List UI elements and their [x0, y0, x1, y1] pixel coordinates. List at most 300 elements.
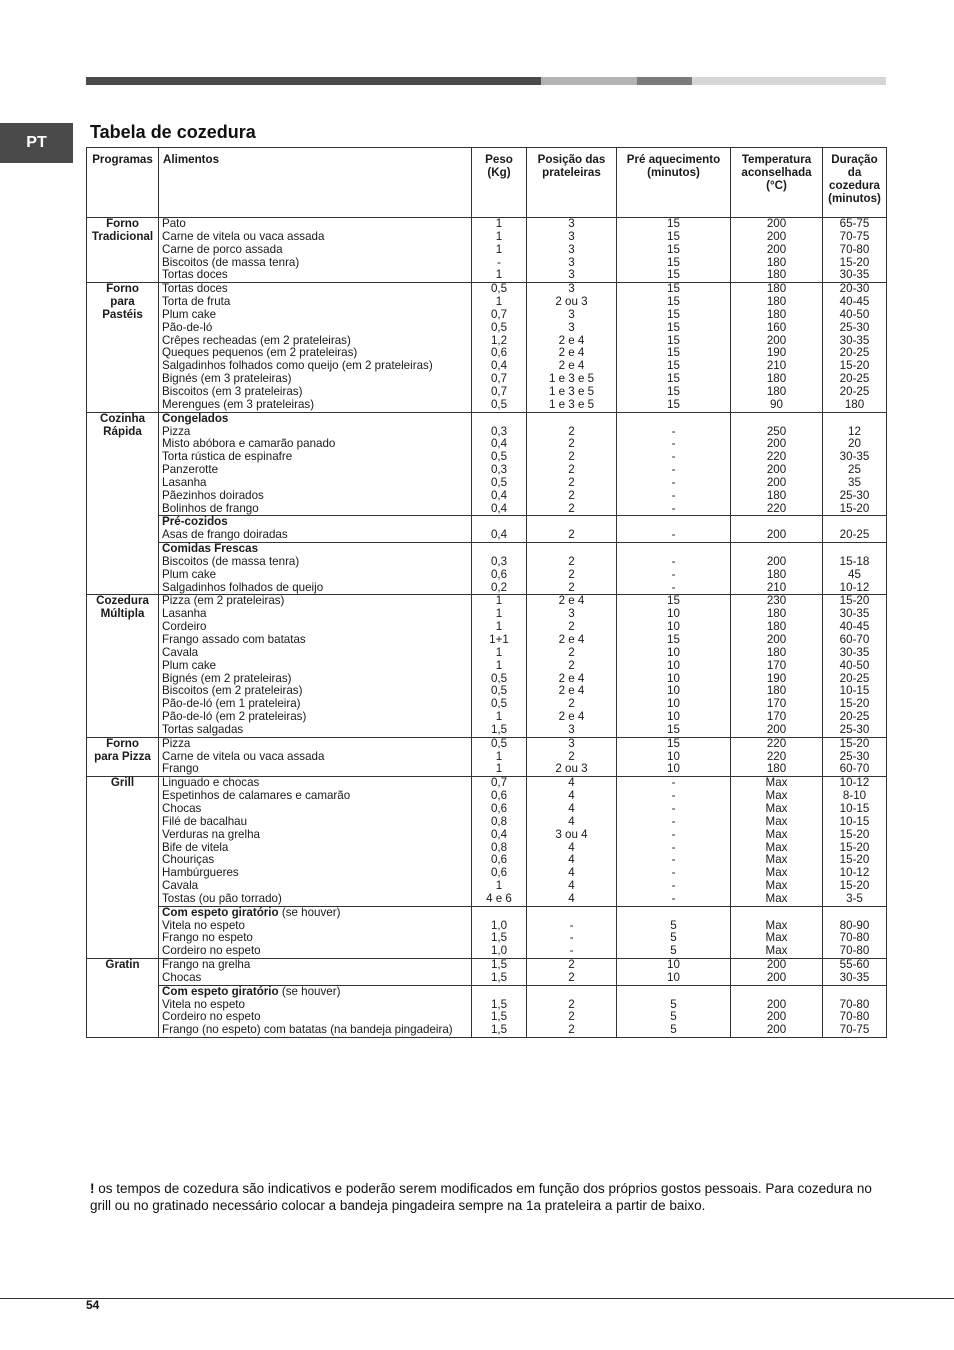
preheat-value: 10	[667, 698, 680, 711]
shelf-value: 2	[568, 621, 575, 634]
shelf-value: 2	[568, 959, 575, 972]
food-cell	[159, 516, 472, 543]
duration-value: 20-25	[839, 711, 870, 724]
duration-value: 25-30	[839, 321, 870, 334]
temperature-value: Max	[765, 892, 788, 905]
shelf-value: 2 e 4	[558, 595, 585, 608]
shelf-value: 2 e 4	[558, 685, 585, 698]
preheat-value: -	[671, 892, 676, 905]
temperature-value: 200	[766, 464, 787, 477]
food-line: Frango	[162, 763, 199, 776]
shelf-value: 2	[568, 971, 575, 984]
weight-cell	[472, 412, 527, 516]
duration-value: 15-20	[839, 880, 870, 893]
weight-value: 1	[495, 659, 503, 672]
header-preaquecimento	[617, 148, 731, 218]
shelf-cell	[527, 959, 617, 986]
duration-value: 20-25	[839, 385, 870, 398]
weight-value: 1,5	[490, 998, 508, 1011]
duration-value: 10-15	[839, 815, 870, 828]
duration-value: 8-10	[842, 790, 867, 803]
spacer-line	[734, 986, 819, 999]
program-cell	[87, 777, 159, 959]
spacer-line	[734, 413, 819, 426]
spacer-line	[475, 907, 523, 920]
food-line: Bife de vitela	[162, 841, 229, 854]
shelf-value: 4	[568, 854, 575, 867]
food-cell	[159, 985, 472, 1037]
preheat-cell	[617, 516, 731, 543]
header-duracao	[823, 148, 887, 218]
temperature-value: 180	[766, 283, 787, 296]
food-line: Tortas salgadas	[162, 723, 244, 736]
temperature-value: 200	[766, 476, 787, 489]
header-line: Temperatura	[741, 154, 812, 166]
duration-value: 60-70	[839, 763, 870, 776]
food-line: Bignés (em 2 prateleiras)	[162, 672, 292, 685]
duration-value: 70-75	[839, 1024, 870, 1037]
duration-value: 25-30	[839, 723, 870, 736]
weight-value: 1	[495, 595, 503, 608]
temperature-value: 210	[766, 581, 787, 594]
spacer-line	[530, 516, 613, 529]
page-number: 54	[86, 1298, 100, 1312]
weight-cell	[472, 543, 527, 595]
preheat-value: 15	[667, 334, 680, 347]
program-name-line: Forno	[106, 218, 139, 230]
duration-value: 70-80	[839, 945, 870, 958]
shelf-value: 2	[568, 998, 575, 1011]
shelf-value: 2	[568, 646, 575, 659]
preheat-value: -	[671, 568, 676, 581]
weight-value: -	[497, 256, 501, 269]
header-line: (Kg)	[487, 166, 511, 179]
spacer-line	[620, 413, 727, 426]
table-row	[87, 412, 887, 516]
preheat-value: 15	[667, 230, 680, 243]
duration-value: 70-80	[839, 932, 870, 945]
shelf-value: 3	[568, 608, 575, 621]
weight-value: 0,6	[490, 867, 508, 880]
food-cell	[159, 595, 472, 737]
weight-value: 1	[495, 621, 503, 634]
weight-value: 1,0	[490, 919, 508, 932]
weight-value: 0,7	[490, 373, 508, 386]
temperature-value: 200	[766, 634, 787, 646]
temperature-value: 180	[766, 489, 787, 502]
time-cell	[823, 985, 887, 1037]
program-cell	[87, 737, 159, 777]
weight-cell	[472, 516, 527, 543]
program-name-line: Forno	[106, 283, 139, 296]
duration-value: 10-15	[839, 685, 870, 698]
header-line: (minutos)	[647, 166, 700, 179]
temperature-value: 200	[766, 1011, 787, 1024]
preheat-value: -	[671, 777, 676, 790]
duration-value: 10-12	[839, 777, 870, 790]
spacer-line	[620, 986, 727, 999]
food-line: Pizza	[162, 737, 191, 750]
preheat-value: 15	[667, 347, 680, 360]
weight-value: 1,5	[490, 723, 508, 736]
program-cell	[87, 959, 159, 1038]
duration-value: 15-20	[839, 595, 870, 608]
program-name-line: para	[110, 296, 135, 309]
preheat-value: -	[671, 815, 676, 828]
duration-value: 12	[848, 425, 861, 438]
duration-value: 180	[844, 398, 865, 411]
shelf-value: 2 e 4	[558, 360, 585, 373]
food-line: Plum cake	[162, 568, 217, 581]
temperature-value: Max	[765, 828, 788, 841]
weight-value: 0,4	[490, 438, 508, 451]
preheat-value: 15	[667, 218, 680, 230]
preheat-value: 10	[667, 672, 680, 685]
weight-value: 0,4	[490, 502, 508, 515]
shelf-value: 3	[568, 723, 575, 736]
preheat-value: 15	[667, 256, 680, 269]
duration-value: 25-30	[839, 750, 870, 763]
spacer-line	[620, 516, 727, 529]
food-cell	[159, 412, 472, 516]
duration-value: 15-20	[839, 828, 870, 841]
food-line: Cordeiro	[162, 621, 207, 634]
food-line: Tortas doces	[162, 283, 228, 296]
temperature-value: 200	[766, 555, 787, 568]
temperature-value: 200	[766, 1024, 787, 1037]
weight-value: 1,0	[490, 945, 508, 958]
temperature-value: Max	[765, 932, 788, 945]
preheat-value: 10	[667, 971, 680, 984]
weight-value: 0,5	[490, 451, 508, 464]
food-line: Tostas (ou pão torrado)	[162, 892, 282, 905]
duration-value: 15-20	[839, 360, 870, 373]
shelf-value: 4	[568, 841, 575, 854]
preheat-value: 15	[667, 634, 680, 646]
food-line: Crêpes recheadas (em 2 prateleiras)	[162, 334, 351, 347]
duration-value: 45	[848, 568, 861, 581]
header-alimentos: Alimentos	[159, 148, 472, 218]
temperature-value: 180	[766, 296, 787, 309]
weight-value: 1,5	[490, 1024, 508, 1037]
shelf-value: -	[569, 932, 574, 945]
program-name-line: Múltipla	[100, 608, 145, 621]
temperature-value: 220	[766, 750, 787, 763]
duration-value: 20-25	[839, 529, 870, 542]
preheat-value: 15	[667, 308, 680, 321]
language-tab: PT	[0, 123, 73, 163]
spacer-line	[826, 543, 883, 556]
weight-value: 1	[495, 230, 503, 243]
preheat-cell	[617, 906, 731, 958]
preheat-cell	[617, 985, 731, 1037]
weight-value: 1	[495, 646, 503, 659]
table-row	[87, 985, 887, 1037]
preheat-value: 15	[667, 296, 680, 309]
table-row	[87, 516, 887, 543]
shelf-value: 1 e 3 e 5	[548, 373, 595, 386]
temperature-value: 180	[766, 621, 787, 634]
preheat-value: 10	[667, 763, 680, 776]
temperature-value: Max	[765, 777, 788, 790]
temperature-value: 180	[766, 373, 787, 386]
shelf-value: 3	[568, 321, 575, 334]
duration-value: 70-80	[839, 1011, 870, 1024]
spacer-line	[734, 907, 819, 920]
food-line: Biscoitos (em 2 prateleiras)	[162, 685, 303, 698]
weight-value: 0,5	[490, 398, 508, 411]
preheat-value: 10	[667, 750, 680, 763]
top-bar-segment-dark	[86, 77, 541, 85]
duration-value: 70-80	[839, 998, 870, 1011]
temperature-value: 190	[766, 672, 787, 685]
temperature-value: 180	[766, 646, 787, 659]
shelf-value: 2	[568, 489, 575, 502]
weight-cell	[472, 985, 527, 1037]
weight-value: 0,3	[490, 464, 508, 477]
preheat-value: 15	[667, 398, 680, 411]
duration-value: 3-5	[846, 892, 863, 905]
program-name-line: Rápida	[103, 425, 142, 438]
shelf-value: 4	[568, 867, 575, 880]
temperature-value: 230	[766, 595, 787, 608]
header-posicao	[527, 148, 617, 218]
program-name-line: Cozedura	[96, 595, 149, 608]
weight-value: 1,5	[490, 1011, 508, 1024]
food-line: Pato	[162, 218, 186, 230]
food-line: Frango assado com batatas	[162, 634, 306, 646]
spacer-line	[530, 413, 613, 426]
temperature-value: 170	[766, 659, 787, 672]
spacer-line	[734, 516, 819, 529]
duration-value: 20	[848, 438, 861, 451]
weight-cell	[472, 595, 527, 737]
weight-value: 0,3	[490, 555, 508, 568]
temperature-value: 250	[766, 425, 787, 438]
weight-value: 0,8	[490, 815, 508, 828]
shelf-value: 3	[568, 230, 575, 243]
food-line: Plum cake	[162, 308, 217, 321]
temp-cell	[731, 218, 823, 283]
shelf-cell	[527, 516, 617, 543]
spacer-line	[620, 543, 727, 556]
section-heading-note: (se houver)	[278, 985, 341, 998]
preheat-value: 5	[670, 1011, 677, 1024]
shelf-value: 2 e 4	[558, 347, 585, 360]
temperature-value: 170	[766, 698, 787, 711]
preheat-value: -	[671, 880, 676, 893]
duration-value: 15-20	[839, 841, 870, 854]
preheat-cell	[617, 412, 731, 516]
weight-value: 1	[495, 608, 503, 621]
section-heading-title: Comidas Frescas	[162, 543, 259, 556]
weight-value: 0,5	[490, 737, 508, 750]
preheat-cell	[617, 959, 731, 986]
spacer-line	[620, 907, 727, 920]
weight-value: 0,6	[490, 802, 508, 815]
temperature-value: 200	[766, 438, 787, 451]
temperature-value: Max	[765, 919, 788, 932]
temperature-value: Max	[765, 880, 788, 893]
shelf-cell	[527, 543, 617, 595]
duration-value: 15-20	[839, 502, 870, 515]
preheat-value: 10	[667, 621, 680, 634]
shelf-cell	[527, 283, 617, 412]
shelf-cell	[527, 737, 617, 777]
duration-value: 70-80	[839, 243, 870, 256]
temperature-value: 200	[766, 334, 787, 347]
weight-value: 0,7	[490, 777, 508, 790]
preheat-value: 15	[667, 269, 680, 282]
shelf-value: 2 e 4	[558, 634, 585, 646]
temperature-value: Max	[765, 802, 788, 815]
weight-value: 0,7	[490, 385, 508, 398]
cooking-table	[86, 147, 887, 1038]
time-cell	[823, 412, 887, 516]
temperature-value: Max	[765, 815, 788, 828]
shelf-cell	[527, 595, 617, 737]
food-line: Biscoitos (em 3 prateleiras)	[162, 385, 303, 398]
preheat-cell	[617, 595, 731, 737]
time-cell	[823, 737, 887, 777]
time-cell	[823, 595, 887, 737]
shelf-value: 3	[568, 283, 575, 296]
food-line: Verduras na grelha	[162, 828, 260, 841]
program-name-line: Pastéis	[102, 308, 143, 321]
temperature-value: 200	[766, 998, 787, 1011]
temp-cell	[731, 412, 823, 516]
food-line: Frango (no espeto) com batatas (na bandeja pingadeira)	[162, 1024, 453, 1037]
temperature-value: 200	[766, 971, 787, 984]
header-line: da	[847, 166, 862, 179]
duration-value: 30-35	[839, 608, 870, 621]
header-programas: Programas	[87, 148, 159, 218]
weight-value: 1,5	[490, 932, 508, 945]
spacer-line	[826, 516, 883, 529]
temp-cell	[731, 543, 823, 595]
table-row	[87, 218, 887, 283]
table-row	[87, 906, 887, 958]
shelf-value: 4	[568, 777, 575, 790]
shelf-value: 2	[568, 464, 575, 477]
food-line: Cavala	[162, 646, 199, 659]
food-line: Cordeiro no espeto	[162, 1011, 261, 1024]
shelf-value: 3	[568, 308, 575, 321]
duration-value: 40-50	[839, 659, 870, 672]
weight-value: 0,2	[490, 581, 508, 594]
temp-cell	[731, 959, 823, 986]
shelf-value: -	[569, 945, 574, 958]
food-line: Cavala	[162, 880, 199, 893]
shelf-value: 2	[568, 1011, 575, 1024]
preheat-value: -	[671, 867, 676, 880]
food-line: Merengues (em 3 prateleiras)	[162, 398, 315, 411]
food-line: Biscoitos (de massa tenra)	[162, 256, 300, 269]
shelf-value: 3	[568, 737, 575, 750]
food-cell	[159, 737, 472, 777]
food-line: Pão-de-ló	[162, 321, 213, 334]
top-bar-segment-medium	[637, 77, 692, 85]
duration-value: 25	[848, 464, 861, 477]
preheat-value: 15	[667, 595, 680, 608]
duration-value: 10-12	[839, 581, 870, 594]
preheat-cell	[617, 218, 731, 283]
weight-value: 1,5	[490, 971, 508, 984]
temp-cell	[731, 985, 823, 1037]
table-row	[87, 737, 887, 777]
food-line: Plum cake	[162, 659, 217, 672]
temp-cell	[731, 777, 823, 906]
duration-value: 10-12	[839, 867, 870, 880]
header-line: (°C)	[766, 179, 787, 192]
table-row	[87, 283, 887, 412]
shelf-value: 2	[568, 529, 575, 542]
preheat-value: 5	[670, 932, 677, 945]
program-name-line: Forno	[106, 737, 139, 750]
temperature-value: 180	[766, 269, 787, 282]
temperature-value: 90	[770, 398, 783, 411]
table-row	[87, 543, 887, 595]
shelf-value: 4	[568, 815, 575, 828]
weight-value: 1	[495, 711, 503, 724]
header-line: Posição das	[537, 154, 606, 166]
food-line: Tortas doces	[162, 269, 228, 282]
shelf-value: 4	[568, 880, 575, 893]
shelf-value: 1 e 3 e 5	[548, 398, 595, 411]
food-line: Asas de frango doiradas	[162, 529, 288, 542]
shelf-value: 2 e 4	[558, 334, 585, 347]
shelf-value: 2 e 4	[558, 711, 585, 724]
time-cell	[823, 543, 887, 595]
food-line: Chocas	[162, 971, 202, 984]
food-line: Frango no espeto	[162, 932, 253, 945]
shelf-value: 2	[568, 698, 575, 711]
header-temperatura	[731, 148, 823, 218]
weight-value: 1	[495, 750, 503, 763]
spacer-line	[475, 413, 523, 426]
preheat-value: -	[671, 476, 676, 489]
food-line: Vitela no espeto	[162, 919, 245, 932]
shelf-value: 4	[568, 892, 575, 905]
table-header-row	[87, 148, 887, 218]
shelf-value: 3	[568, 256, 575, 269]
preheat-value: 15	[667, 737, 680, 750]
shelf-cell	[527, 777, 617, 906]
table-row	[87, 777, 887, 906]
temperature-value: 180	[766, 685, 787, 698]
food-line: Chouriças	[162, 854, 215, 867]
duration-value: 80-90	[839, 919, 870, 932]
preheat-value: -	[671, 581, 676, 594]
temperature-value: 210	[766, 360, 787, 373]
spacer-line	[826, 907, 883, 920]
shelf-value: 4	[568, 802, 575, 815]
temp-cell	[731, 595, 823, 737]
preheat-value: -	[671, 451, 676, 464]
food-line: Misto abóbora e camarão panado	[162, 438, 336, 451]
shelf-cell	[527, 218, 617, 283]
header-line: (minutos)	[828, 192, 881, 205]
preheat-value: 15	[667, 283, 680, 296]
shelf-value: 2	[568, 425, 575, 438]
temperature-value: Max	[765, 854, 788, 867]
temperature-value: 220	[766, 451, 787, 464]
weight-value: 4 e 6	[486, 892, 512, 905]
temperature-value: Max	[765, 945, 788, 958]
duration-value: 30-35	[839, 334, 870, 347]
preheat-value: -	[671, 854, 676, 867]
section-heading-title: Pré-cozidos	[162, 516, 228, 529]
